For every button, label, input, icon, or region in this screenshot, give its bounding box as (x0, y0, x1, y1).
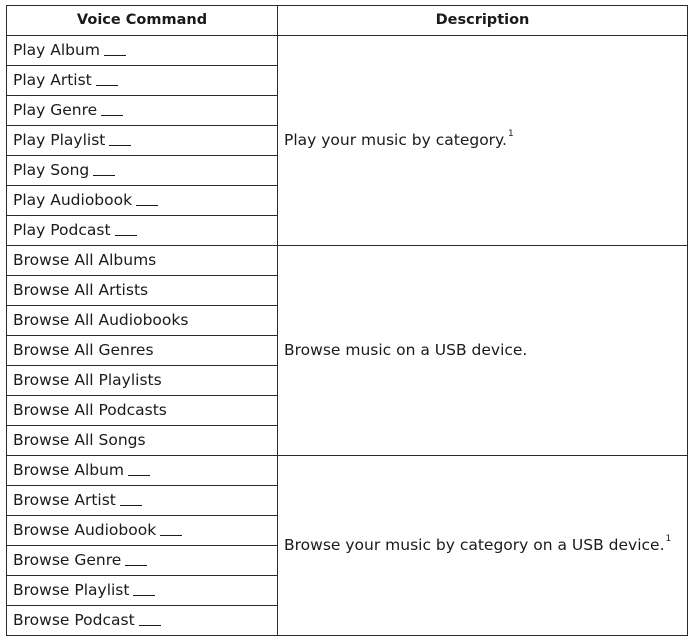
header-voice-command: Voice Command (7, 6, 278, 36)
blank-placeholder-line (133, 595, 155, 596)
voice-command-cell (7, 546, 278, 576)
voice-command-cell (7, 336, 278, 366)
description-cell (278, 36, 688, 246)
voice-command-text: Play Genre (13, 100, 98, 119)
voice-command-cell (7, 276, 278, 306)
voice-command-text: Browse All Playlists (13, 370, 162, 389)
voice-command-cell (7, 66, 278, 96)
voice-command-text: Play Song (13, 160, 90, 179)
voice-command-text: Play Podcast (13, 220, 111, 239)
voice-command-cell (7, 516, 278, 546)
description-text: Play your music by category. (284, 130, 507, 149)
blank-placeholder-line (128, 475, 150, 476)
voice-command-text: Browse All Podcasts (13, 400, 167, 419)
blank-placeholder-line (109, 145, 131, 146)
blank-placeholder-line (136, 205, 158, 206)
voice-command-cell (7, 186, 278, 216)
table-row (7, 36, 688, 66)
blank-placeholder-line (104, 55, 126, 56)
voice-command-text: Browse Audiobook (13, 520, 157, 539)
voice-command-cell (7, 246, 278, 276)
blank-placeholder-line (160, 535, 182, 536)
description-cell (278, 456, 688, 636)
footnote-marker: 1 (507, 128, 514, 139)
voice-command-cell (7, 456, 278, 486)
description-text: Browse your music by category on a USB device. (284, 535, 665, 554)
voice-command-cell (7, 576, 278, 606)
voice-command-table (6, 5, 688, 636)
blank-placeholder-line (139, 625, 161, 626)
blank-placeholder-line (101, 115, 123, 116)
voice-command-text: Play Album (13, 40, 100, 59)
blank-placeholder-line (96, 85, 118, 86)
voice-command-text: Browse Podcast (13, 610, 135, 629)
table-row (7, 246, 688, 276)
voice-command-cell (7, 156, 278, 186)
header-description: Description (278, 6, 688, 36)
blank-placeholder-line (93, 175, 115, 176)
voice-command-cell (7, 486, 278, 516)
voice-command-text: Play Audiobook (13, 190, 133, 209)
voice-command-text: Browse Album (13, 460, 125, 479)
blank-placeholder-line (115, 235, 137, 236)
voice-command-cell (7, 366, 278, 396)
voice-command-cell (7, 126, 278, 156)
voice-command-cell (7, 606, 278, 636)
voice-command-text: Play Artist (13, 70, 92, 89)
voice-command-cell (7, 426, 278, 456)
table-body (7, 36, 688, 636)
voice-command-text: Browse All Audiobooks (13, 310, 189, 329)
blank-placeholder-line (125, 565, 147, 566)
voice-command-cell (7, 216, 278, 246)
voice-command-text: Browse Playlist (13, 580, 130, 599)
voice-command-text: Play Playlist (13, 130, 106, 149)
blank-placeholder-line (120, 505, 142, 506)
voice-command-cell (7, 96, 278, 126)
voice-command-text: Browse All Albums (13, 250, 157, 269)
table-row (7, 456, 688, 486)
voice-command-text: Browse Artist (13, 490, 116, 509)
voice-command-cell (7, 306, 278, 336)
voice-command-cell (7, 36, 278, 66)
voice-command-table-container (6, 5, 688, 636)
voice-command-text: Browse All Artists (13, 280, 149, 299)
voice-command-text: Browse Genre (13, 550, 122, 569)
voice-command-text: Browse All Songs (13, 430, 146, 449)
header-row (7, 6, 688, 36)
voice-command-cell (7, 396, 278, 426)
voice-command-text: Browse All Genres (13, 340, 154, 359)
footnote-marker: 1 (665, 533, 672, 544)
description-text: Browse music on a USB device. (284, 340, 528, 359)
description-cell (278, 246, 688, 456)
